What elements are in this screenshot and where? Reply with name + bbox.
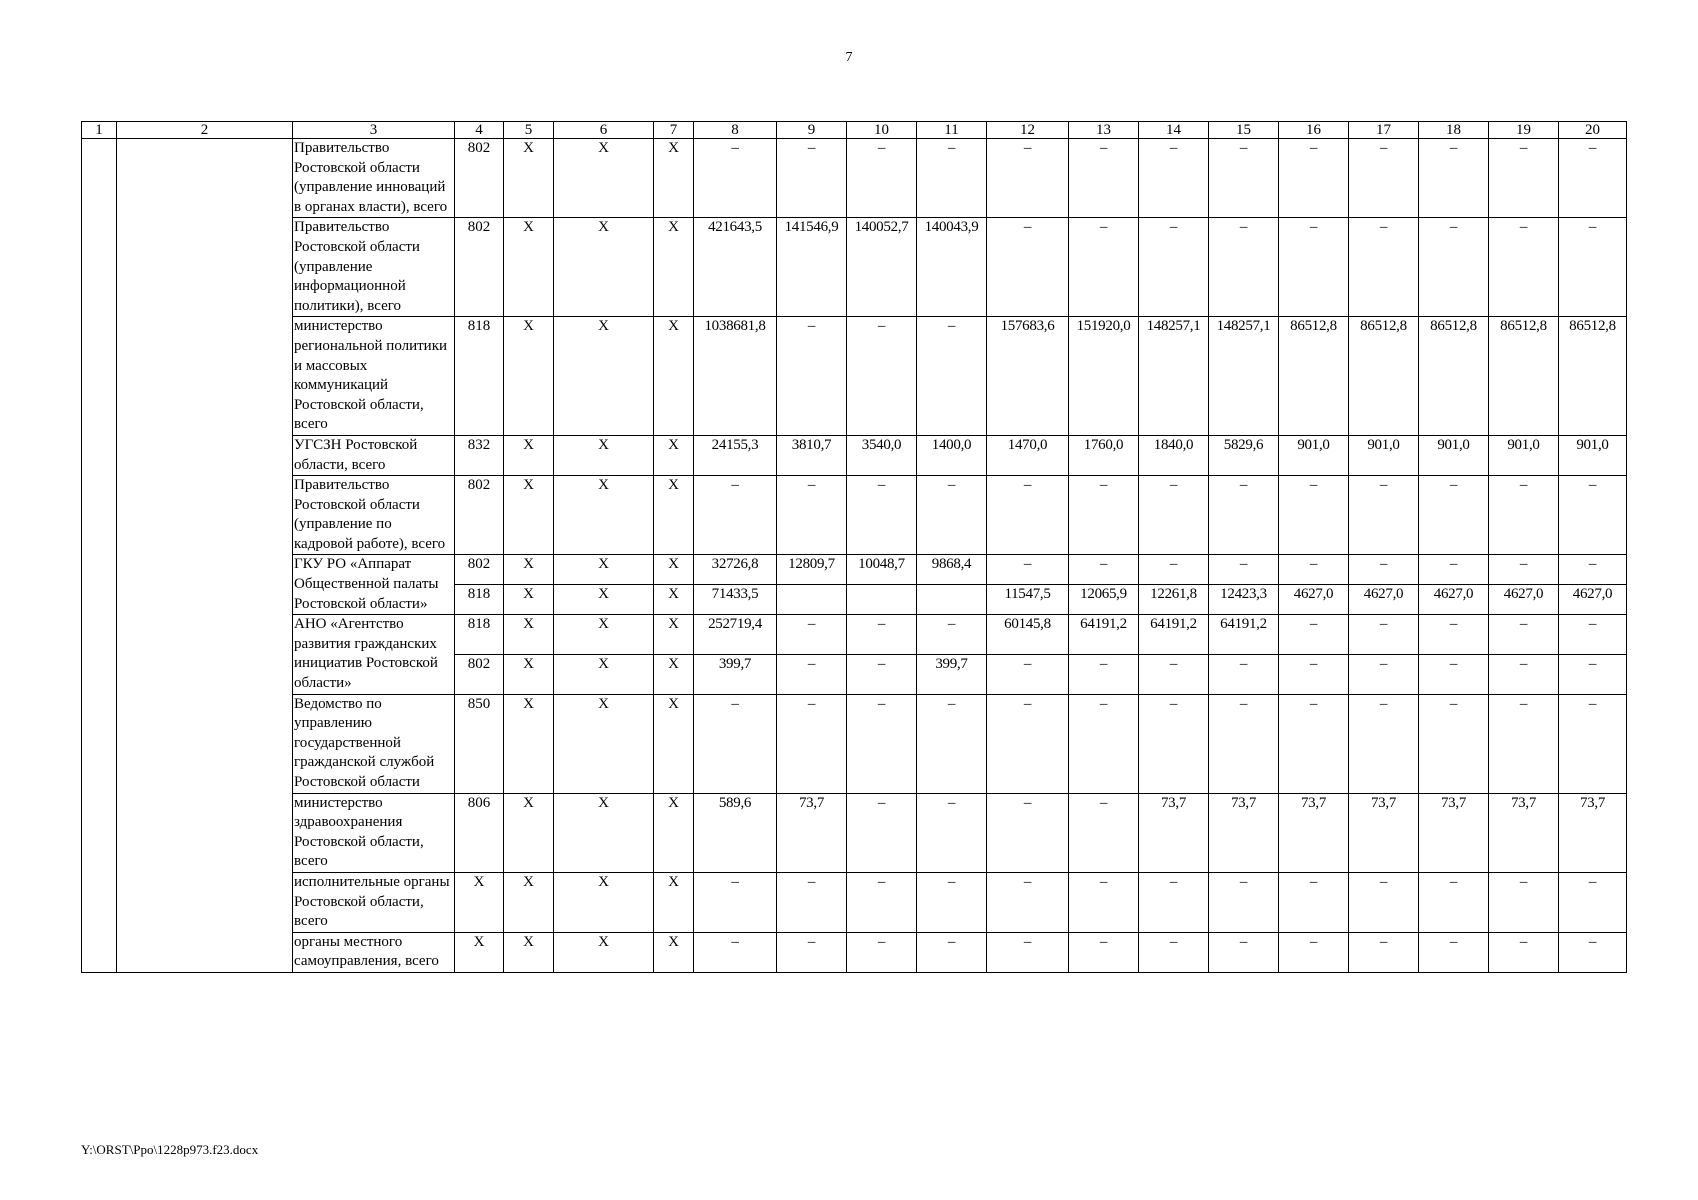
- data-cell: –: [1139, 872, 1209, 932]
- data-cell: –: [1279, 694, 1349, 793]
- data-cell: 1400,0: [917, 435, 987, 475]
- data-cell: –: [1279, 654, 1349, 694]
- data-cell: –: [1489, 654, 1559, 694]
- data-cell: X: [554, 694, 654, 793]
- data-cell: –: [1069, 476, 1139, 555]
- data-cell: 832: [455, 435, 504, 475]
- column-header: 12: [987, 122, 1069, 139]
- data-cell: X: [654, 218, 694, 317]
- data-cell: 12065,9: [1069, 585, 1139, 615]
- data-cell: –: [1139, 476, 1209, 555]
- data-cell: –: [1349, 615, 1419, 655]
- data-cell: X: [504, 139, 554, 218]
- table-row: [82, 555, 1627, 585]
- data-cell: –: [847, 694, 917, 793]
- data-cell: 157683,6: [987, 317, 1069, 436]
- data-cell: X: [554, 139, 654, 218]
- data-cell: –: [1559, 555, 1627, 585]
- data-cell: X: [504, 317, 554, 436]
- data-cell: 32726,8: [694, 555, 777, 585]
- data-cell: X: [554, 872, 654, 932]
- data-cell: 802: [455, 555, 504, 585]
- data-cell: 12809,7: [777, 555, 847, 585]
- data-cell: 86512,8: [1279, 317, 1349, 436]
- data-cell: X: [654, 585, 694, 615]
- data-cell: –: [1419, 139, 1489, 218]
- data-cell: 73,7: [777, 793, 847, 872]
- data-cell: –: [1349, 932, 1419, 972]
- data-cell: 802: [455, 476, 504, 555]
- footer-file-path: Y:\ORST\Ppo\1228p973.f23.docx: [81, 1142, 259, 1157]
- data-cell: –: [694, 932, 777, 972]
- data-cell: X: [504, 435, 554, 475]
- data-cell: 141546,9: [777, 218, 847, 317]
- data-cell: –: [777, 476, 847, 555]
- data-cell: 806: [455, 793, 504, 872]
- data-cell: –: [1559, 872, 1627, 932]
- data-cell: –: [987, 793, 1069, 872]
- row-label: ГКУ РО «Аппарат Общественной палаты Ростовской области»: [293, 555, 455, 615]
- data-cell: –: [1069, 694, 1139, 793]
- data-cell: 73,7: [1279, 793, 1349, 872]
- data-cell: –: [1209, 872, 1279, 932]
- data-cell: 421643,5: [694, 218, 777, 317]
- data-cell: 1840,0: [1139, 435, 1209, 475]
- data-cell: –: [1419, 218, 1489, 317]
- data-cell: –: [1489, 615, 1559, 655]
- data-cell: –: [777, 694, 847, 793]
- data-cell: –: [1279, 555, 1349, 585]
- data-cell: –: [1139, 654, 1209, 694]
- data-cell: –: [1279, 932, 1349, 972]
- data-cell: 64191,2: [1139, 615, 1209, 655]
- data-cell: 802: [455, 218, 504, 317]
- data-cell: 10048,7: [847, 555, 917, 585]
- data-cell: –: [917, 793, 987, 872]
- data-cell: –: [1559, 615, 1627, 655]
- data-cell: X: [504, 654, 554, 694]
- data-cell: 24155,3: [694, 435, 777, 475]
- column-header: 9: [777, 122, 847, 139]
- column-header: 8: [694, 122, 777, 139]
- data-cell: –: [1139, 139, 1209, 218]
- data-cell: 589,6: [694, 793, 777, 872]
- data-cell: 73,7: [1209, 793, 1279, 872]
- data-cell: 64191,2: [1209, 615, 1279, 655]
- column-header: 18: [1419, 122, 1489, 139]
- data-cell: X: [654, 555, 694, 585]
- data-cell: –: [1489, 218, 1559, 317]
- data-cell: X: [504, 555, 554, 585]
- data-cell: 901,0: [1489, 435, 1559, 475]
- data-cell: 399,7: [694, 654, 777, 694]
- data-cell: 86512,8: [1419, 317, 1489, 436]
- data-cell: 802: [455, 139, 504, 218]
- column-header: 7: [654, 122, 694, 139]
- data-cell: X: [504, 694, 554, 793]
- data-cell: 399,7: [917, 654, 987, 694]
- data-cell: –: [987, 872, 1069, 932]
- data-cell: –: [1559, 476, 1627, 555]
- data-cell: –: [1069, 872, 1139, 932]
- data-cell: –: [1489, 872, 1559, 932]
- column-header-row: [82, 122, 1627, 139]
- data-cell: –: [1279, 218, 1349, 317]
- data-cell: –: [777, 139, 847, 218]
- data-cell: –: [1559, 654, 1627, 694]
- data-cell: 818: [455, 615, 504, 655]
- data-cell: –: [777, 317, 847, 436]
- data-cell: –: [1069, 139, 1139, 218]
- data-cell: –: [847, 317, 917, 436]
- data-cell: 5829,6: [1209, 435, 1279, 475]
- data-cell: –: [1209, 694, 1279, 793]
- row-label: Правительство Ростовской области (управление инноваций в органах власти), всего: [293, 139, 455, 218]
- data-cell: –: [1069, 654, 1139, 694]
- data-cell: –: [1419, 694, 1489, 793]
- data-cell: 71433,5: [694, 585, 777, 615]
- data-cell: 4627,0: [1559, 585, 1627, 615]
- data-cell: X: [554, 793, 654, 872]
- data-cell: 86512,8: [1559, 317, 1627, 436]
- data-cell: 901,0: [1419, 435, 1489, 475]
- data-cell: –: [1559, 139, 1627, 218]
- data-cell: X: [654, 793, 694, 872]
- data-cell: –: [1349, 654, 1419, 694]
- data-cell: X: [654, 435, 694, 475]
- column-header: 2: [117, 122, 293, 139]
- data-cell: –: [1559, 932, 1627, 972]
- data-cell: X: [654, 872, 694, 932]
- data-cell: 802: [455, 654, 504, 694]
- data-cell: –: [1419, 555, 1489, 585]
- table-body: [82, 139, 1627, 973]
- data-cell: 64191,2: [1069, 615, 1139, 655]
- data-cell: –: [1069, 555, 1139, 585]
- data-cell: 86512,8: [1489, 317, 1559, 436]
- data-cell: X: [504, 793, 554, 872]
- table-row: [82, 218, 1627, 317]
- data-cell: –: [847, 615, 917, 655]
- column-header: 19: [1489, 122, 1559, 139]
- data-cell: 11547,5: [987, 585, 1069, 615]
- data-cell: –: [1279, 615, 1349, 655]
- data-cell: –: [847, 872, 917, 932]
- data-cell: 850: [455, 694, 504, 793]
- row-label: УГСЗН Ростовской области, всего: [293, 435, 455, 475]
- data-cell: –: [987, 218, 1069, 317]
- data-cell: –: [917, 932, 987, 972]
- data-cell: 9868,4: [917, 555, 987, 585]
- data-cell: –: [777, 932, 847, 972]
- column-header: 16: [1279, 122, 1349, 139]
- row-label: Ведомство по управлению государственной гражданской службой Ростовской области: [293, 694, 455, 793]
- data-cell: –: [694, 694, 777, 793]
- data-cell: X: [654, 932, 694, 972]
- data-cell: X: [654, 694, 694, 793]
- column-header: 5: [504, 122, 554, 139]
- data-cell: –: [1209, 139, 1279, 218]
- page-number: 7: [845, 50, 853, 65]
- table-row: [82, 317, 1627, 436]
- data-cell: X: [554, 932, 654, 972]
- column-header: 14: [1139, 122, 1209, 139]
- data-cell: 3810,7: [777, 435, 847, 475]
- data-cell: –: [917, 872, 987, 932]
- table-row: [82, 476, 1627, 555]
- data-cell: –: [694, 872, 777, 932]
- table-row: [82, 694, 1627, 793]
- data-cell: –: [1279, 872, 1349, 932]
- data-cell: 12261,8: [1139, 585, 1209, 615]
- data-cell: –: [1419, 615, 1489, 655]
- data-cell: –: [917, 139, 987, 218]
- row-label: министерство региональной политики и массовых коммуникаций Ростовской области, всего: [293, 317, 455, 436]
- data-cell: 148257,1: [1139, 317, 1209, 436]
- data-cell: –: [777, 872, 847, 932]
- data-cell: X: [554, 615, 654, 655]
- data-cell: 151920,0: [1069, 317, 1139, 436]
- row-label: Правительство Ростовской области (управление информационной политики), всего: [293, 218, 455, 317]
- data-cell: 12423,3: [1209, 585, 1279, 615]
- data-cell: 73,7: [1489, 793, 1559, 872]
- data-cell: 73,7: [1349, 793, 1419, 872]
- data-cell: –: [917, 317, 987, 436]
- column-header: 11: [917, 122, 987, 139]
- row-label: АНО «Агентство развития гражданских инициатив Ростовской области»: [293, 615, 455, 694]
- data-cell: 148257,1: [1209, 317, 1279, 436]
- data-cell: 73,7: [1559, 793, 1627, 872]
- data-cell: –: [1489, 932, 1559, 972]
- data-cell: X: [455, 872, 504, 932]
- data-cell: –: [1489, 476, 1559, 555]
- data-cell: X: [654, 317, 694, 436]
- data-cell: 4627,0: [1349, 585, 1419, 615]
- data-cell: –: [1349, 139, 1419, 218]
- data-cell: –: [1069, 793, 1139, 872]
- data-cell: 252719,4: [694, 615, 777, 655]
- data-cell: 1760,0: [1069, 435, 1139, 475]
- data-cell: 901,0: [1349, 435, 1419, 475]
- data-cell: –: [987, 139, 1069, 218]
- data-cell: 86512,8: [1349, 317, 1419, 436]
- table-row: [82, 139, 1627, 218]
- column-header: 10: [847, 122, 917, 139]
- data-cell: [917, 585, 987, 615]
- column-header: 17: [1349, 122, 1419, 139]
- data-cell: –: [1419, 654, 1489, 694]
- data-cell: [847, 585, 917, 615]
- data-cell: –: [847, 932, 917, 972]
- data-cell: X: [554, 435, 654, 475]
- data-cell: –: [847, 654, 917, 694]
- data-cell: 73,7: [1139, 793, 1209, 872]
- row-label: министерство здравоохранения Ростовской области, всего: [293, 793, 455, 872]
- budget-table: [81, 121, 1627, 973]
- data-cell: –: [1419, 872, 1489, 932]
- data-cell: X: [504, 872, 554, 932]
- data-cell: –: [987, 654, 1069, 694]
- column-header: 3: [293, 122, 455, 139]
- data-cell: 818: [455, 585, 504, 615]
- data-cell: X: [504, 932, 554, 972]
- data-cell: 4627,0: [1419, 585, 1489, 615]
- data-cell: –: [1349, 872, 1419, 932]
- data-cell: –: [1349, 694, 1419, 793]
- data-cell: –: [1209, 218, 1279, 317]
- data-cell: –: [777, 615, 847, 655]
- data-cell: –: [987, 555, 1069, 585]
- data-cell: –: [694, 476, 777, 555]
- data-cell: 1470,0: [987, 435, 1069, 475]
- data-cell: –: [1139, 694, 1209, 793]
- data-cell: X: [654, 476, 694, 555]
- column-header: 13: [1069, 122, 1139, 139]
- table-row: [82, 793, 1627, 872]
- data-cell: X: [654, 615, 694, 655]
- col1-empty-cell: [82, 139, 117, 973]
- data-cell: –: [1279, 476, 1349, 555]
- data-cell: 1038681,8: [694, 317, 777, 436]
- data-cell: –: [987, 694, 1069, 793]
- data-cell: X: [554, 585, 654, 615]
- data-cell: 4627,0: [1489, 585, 1559, 615]
- data-cell: –: [1209, 476, 1279, 555]
- column-header: 4: [455, 122, 504, 139]
- row-label: органы местного самоуправления, всего: [293, 932, 455, 972]
- data-cell: –: [847, 139, 917, 218]
- data-cell: X: [554, 555, 654, 585]
- data-cell: –: [1419, 476, 1489, 555]
- column-header: 1: [82, 122, 117, 139]
- data-cell: 60145,8: [987, 615, 1069, 655]
- data-cell: 901,0: [1279, 435, 1349, 475]
- data-cell: –: [987, 476, 1069, 555]
- data-cell: X: [504, 476, 554, 555]
- data-cell: –: [1209, 932, 1279, 972]
- row-label: исполнительные органы Ростовской области, всего: [293, 872, 455, 932]
- data-cell: –: [1209, 654, 1279, 694]
- data-cell: X: [554, 317, 654, 436]
- data-cell: X: [654, 139, 694, 218]
- table-row: [82, 932, 1627, 972]
- data-cell: –: [917, 615, 987, 655]
- data-cell: 73,7: [1419, 793, 1489, 872]
- data-cell: –: [1489, 555, 1559, 585]
- data-cell: –: [1559, 694, 1627, 793]
- table-row: [82, 615, 1627, 655]
- data-cell: 140052,7: [847, 218, 917, 317]
- data-cell: 818: [455, 317, 504, 436]
- data-cell: –: [917, 694, 987, 793]
- data-cell: X: [504, 585, 554, 615]
- data-cell: –: [694, 139, 777, 218]
- data-cell: –: [1279, 139, 1349, 218]
- data-cell: X: [554, 654, 654, 694]
- table-row: [82, 872, 1627, 932]
- data-cell: X: [654, 654, 694, 694]
- data-cell: –: [1349, 476, 1419, 555]
- data-cell: –: [1419, 932, 1489, 972]
- data-cell: –: [1069, 218, 1139, 317]
- row-label: Правительство Ростовской области (управление по кадровой работе), всего: [293, 476, 455, 555]
- data-cell: X: [504, 615, 554, 655]
- data-cell: –: [1209, 555, 1279, 585]
- data-cell: –: [1559, 218, 1627, 317]
- data-cell: 140043,9: [917, 218, 987, 317]
- data-cell: –: [777, 654, 847, 694]
- data-cell: X: [504, 218, 554, 317]
- data-cell: 3540,0: [847, 435, 917, 475]
- data-cell: –: [847, 793, 917, 872]
- data-cell: –: [1139, 555, 1209, 585]
- column-header: 6: [554, 122, 654, 139]
- data-cell: –: [1349, 555, 1419, 585]
- data-cell: 901,0: [1559, 435, 1627, 475]
- data-cell: X: [554, 218, 654, 317]
- data-cell: X: [554, 476, 654, 555]
- data-cell: X: [455, 932, 504, 972]
- data-cell: 4627,0: [1279, 585, 1349, 615]
- column-header: 15: [1209, 122, 1279, 139]
- data-cell: –: [1489, 694, 1559, 793]
- data-cell: –: [987, 932, 1069, 972]
- data-cell: [777, 585, 847, 615]
- table-row: [82, 435, 1627, 475]
- data-cell: –: [1139, 218, 1209, 317]
- col2-empty-cell: [117, 139, 293, 973]
- data-cell: –: [1139, 932, 1209, 972]
- data-cell: –: [1489, 139, 1559, 218]
- data-cell: –: [917, 476, 987, 555]
- column-header: 20: [1559, 122, 1627, 139]
- data-cell: –: [1349, 218, 1419, 317]
- data-cell: –: [1069, 932, 1139, 972]
- data-cell: –: [847, 476, 917, 555]
